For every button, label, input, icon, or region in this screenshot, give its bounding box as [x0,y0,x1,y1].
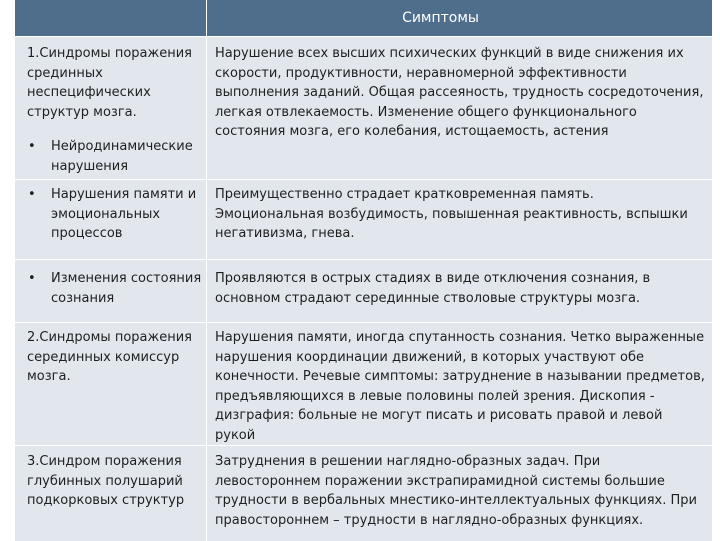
header-cell-empty [15,0,207,36]
table-header [15,0,712,36]
row-1-bullet-text: Нейродинамические нарушения [51,139,193,174]
row-5-right-text: Затруднения в решении наглядно-образных задач. При левостороннем поражении экстрапирамидной системы большие трудности в вербальных мнестико-интеллектуальных функциях. При правостороннем – трудности в наглядно-образных функциях. [215,454,697,528]
row-4-right-text: Нарушения памяти, иногда спутанность сознания. Четко выраженные нарушения координации движений, в которых участвуют обе конечности. Речевые симптомы: затруднение в назывании предметов, предъявляющихся в левые половины полей зрения. Дископия - дизграфия: больные не могут писать и рисовать правой и левой рукой [215,330,705,443]
row-4-left-text: 2.Синдромы поражения серединных комиссур мозга. [27,330,192,385]
row-3-bullet-text: Изменения состояния сознания [51,271,202,306]
column-divider [206,180,207,259]
column-divider [206,323,207,445]
table-row-2 [15,179,712,259]
bullet-icon: • [28,187,36,202]
table-row-1 [15,36,712,179]
row-2-right-text: Преимущественно страдает кратковременная память. Эмоциональная возбудимость, повышенная реактивность, вспышки негативизма, гнева. [215,187,688,242]
row-3-right-text: Проявляются в острых стадиях в виде отключения сознания, в основном страдают серединные стволовые структуры мозга. [215,271,651,306]
column-divider [206,260,207,322]
column-divider [206,446,207,541]
row-5-left-text: 3.Синдром поражения глубинных полушарий подкорковых структур [27,454,185,509]
table-row-5 [15,445,712,541]
row-1-right-text: Нарушение всех высших психических функций в виде снижения их скорости, продуктивности, неравномерной эффективности выполнения заданий. Общая рассеяность, трудность сосредоточения, легкая отвлекаемость. Изменение общего функционального состояния мозга, его колебания, истощаемость, астения [215,46,704,140]
table-row-4 [15,322,712,445]
symptoms-table [14,0,712,540]
column-divider [206,37,207,179]
table-row-3 [15,259,712,322]
header-title: Симптомы [402,10,479,26]
row-1-left-text: 1.Синдромы поражения срединных неспецифических структур мозга. [27,46,192,120]
bullet-icon: • [28,271,36,286]
row-2-bullet-text: Нарушения памяти и эмоциональных процессов [51,187,197,242]
bullet-icon: • [28,139,36,154]
